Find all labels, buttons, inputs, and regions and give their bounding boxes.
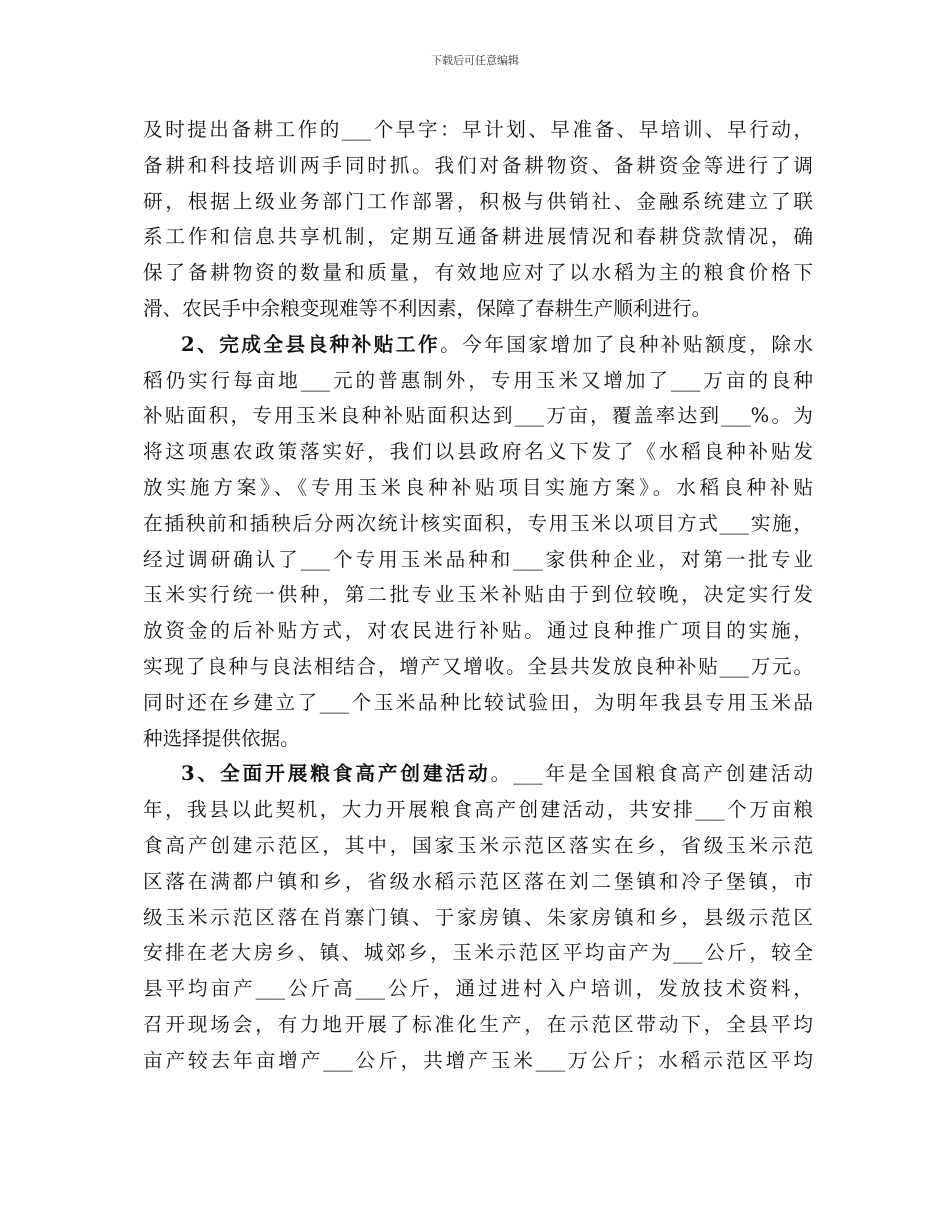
text-line [143, 291, 813, 327]
text-line [143, 112, 813, 148]
text-line [143, 756, 813, 792]
line-text: 安排在老大房乡、镇、城郊乡，玉米示范区平均亩产为___公斤，较全 [143, 941, 813, 965]
line-text: 级玉米示范区落在肖寨门镇、于家房镇、朱家房镇和乡，县级示范区 [143, 905, 813, 929]
line-text: 放实施方案》、《专用玉米良种补贴项目实施方案》。水稻良种补贴 [143, 475, 813, 499]
text-line [143, 971, 813, 1007]
text-line [143, 255, 813, 291]
line-text: 县平均亩产___公斤高___公斤，通过进村入户培训，发放技术资料， [143, 977, 813, 1001]
line-text: 。今年国家增加了良种补贴额度，除水 [440, 332, 813, 356]
line-text: 。___年是全国粮食高产创建活动 [490, 762, 813, 786]
line-text: 年，我县以此契机，大力开展粮食高产创建活动，共安排___个万亩粮 [143, 798, 813, 822]
text-line [143, 506, 813, 542]
text-line [143, 327, 813, 363]
text-line [143, 685, 813, 721]
text-line [143, 721, 813, 757]
text-line [143, 542, 813, 578]
text-line [143, 398, 813, 434]
line-text: 备耕和科技培训两手同时抓。我们对备耕物资、备耕资金等进行了调 [143, 153, 813, 177]
line-text: 补贴面积，专用玉米良种补贴面积达到___万亩，覆盖率达到___%。为 [143, 404, 813, 428]
text-line [143, 649, 813, 685]
text-line [143, 363, 813, 399]
text-line [143, 577, 813, 613]
line-text: 召开现场会，有力地开展了标准化生产，在示范区带动下，全县平均 [143, 1012, 813, 1036]
line-text: 放资金的后补贴方式，对农民进行补贴。通过良种推广项目的实施， [143, 619, 813, 643]
line-text: 研，根据上级业务部门工作部署，积极与供销社、金融系统建立了联 [143, 189, 813, 213]
text-line [143, 864, 813, 900]
text-line [143, 900, 813, 936]
text-line [143, 935, 813, 971]
document-body [143, 112, 813, 1079]
text-line [143, 1043, 813, 1079]
line-text: 在插秧前和插秧后分两次统计核实面积，专用玉米以项目方式___实施， [143, 511, 813, 535]
text-line [143, 219, 813, 255]
section-heading: 3、全面开展粮食高产创建活动 [181, 762, 491, 786]
section-heading: 2、完成全县良种补贴工作 [181, 332, 441, 356]
text-line [143, 434, 813, 470]
text-line [143, 184, 813, 220]
line-text: 实现了良种与良法相结合，增产又增收。全县共发放良种补贴___万元。 [143, 654, 813, 678]
line-text: 保了备耕物资的数量和质量，有效地应对了以水稻为主的粮食价格下 [143, 261, 813, 285]
text-line [143, 1007, 813, 1043]
line-text: 区落在满都户镇和乡，省级水稻示范区落在刘二堡镇和冷子堡镇，市 [143, 869, 813, 893]
text-line [143, 828, 813, 864]
line-text: 稻仍实行每亩地___元的普惠制外，专用玉米又增加了___万亩的良种 [143, 368, 813, 392]
line-text: 将这项惠农政策落实好，我们以县政府名义下发了《水稻良种补贴发 [143, 440, 813, 464]
text-line [143, 148, 813, 184]
line-text: 亩产较去年亩增产___公斤，共增产玉米___万公斤；水稻示范区平均 [143, 1048, 813, 1072]
line-text: 及时提出备耕工作的___个早字：早计划、早准备、早培训、早行动， [143, 118, 813, 141]
text-line [143, 792, 813, 828]
line-text: 同时还在乡建立了___个玉米品种比较试验田，为明年我县专用玉米品 [143, 690, 813, 714]
page-header-note: 下载后可任意编辑 [431, 54, 519, 67]
line-text: 种选择提供依据。 [143, 726, 300, 750]
line-text: 滑、农民手中余粮变现难等不利因素，保障了春耕生产顺利进行。 [143, 296, 712, 320]
line-text: 食高产创建示范区，其中，国家玉米示范区落实在乡，省级玉米示范 [143, 833, 813, 857]
text-line [143, 613, 813, 649]
line-text: 系工作和信息共享机制，定期互通备耕进展情况和春耕贷款情况，确 [143, 225, 813, 249]
line-text: 经过调研确认了___个专用玉米品种和___家供种企业，对第一批专业 [143, 547, 813, 571]
line-text: 玉米实行统一供种，第二批专业玉米补贴由于到位较晚，决定实行发 [143, 583, 813, 607]
text-line [143, 470, 813, 506]
